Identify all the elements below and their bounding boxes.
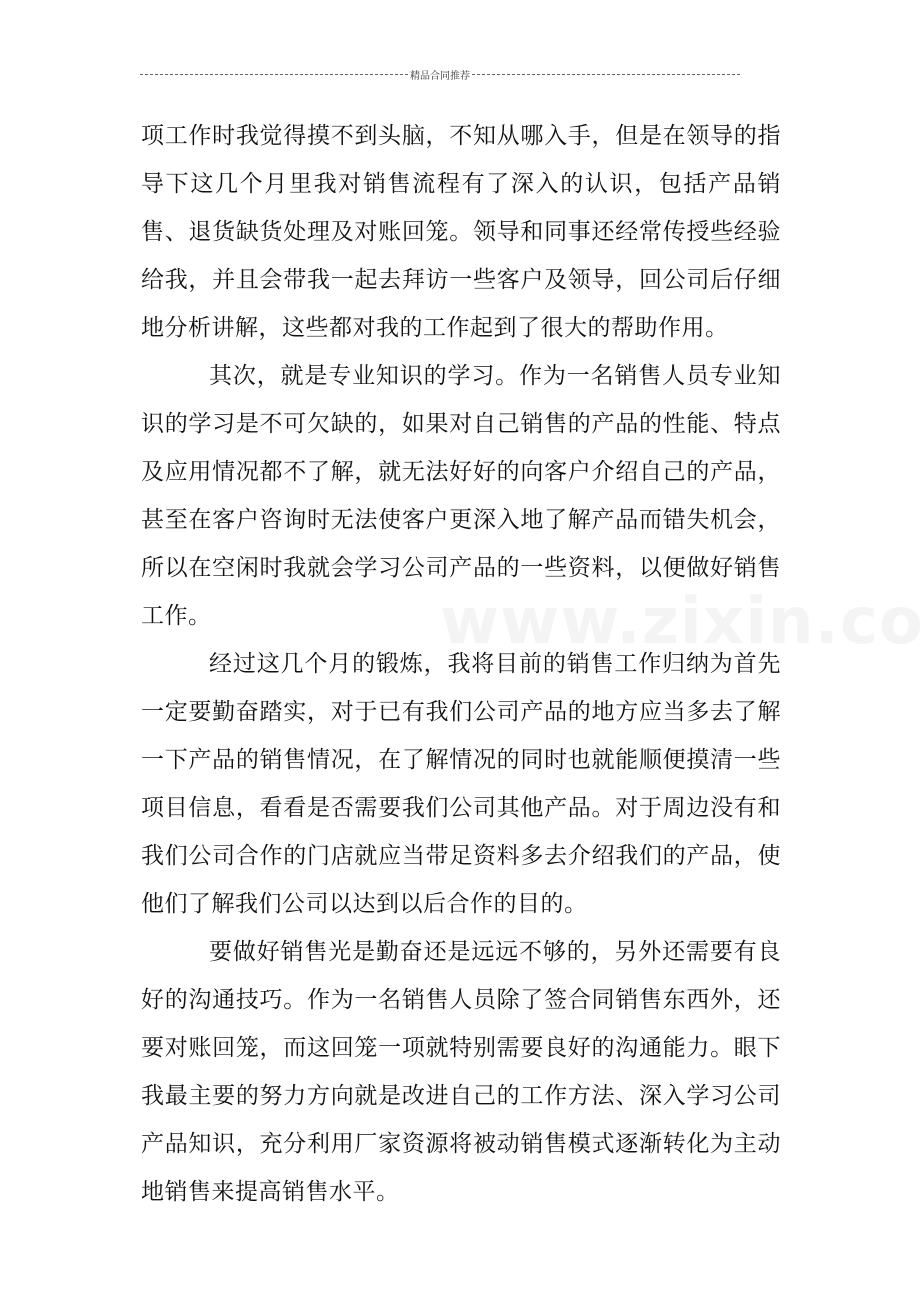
page-header xyxy=(140,66,740,82)
paragraph-continuation: 项工作时我觉得摸不到头脑，不知从哪入手，但是在领导的指导下这几个月里我对销售流程有了深入的认识，包括产品销售、退货缺货处理及对账回笼。领导和同事还经常传授些经验给我，并且会带我一起去拜访一些客户及领导，回公司后仔细地分析讲解，这些都对我的工作起到了很大的帮助作用。 xyxy=(141,123,781,341)
paragraph-professional-knowledge: 其次，就是专业知识的学习。作为一名销售人员专业知识的学习是不可欠缺的，如果对自己销售的产品的性能、特点及应用情况都不了解，就无法好好的向客户介绍自己的产品，甚至在客户咨询时无法使客户更深入地了解产品而错失机会，所以在空闲时我就会学习公司产品的一些资料，以便做好销售工作。 xyxy=(141,363,781,629)
paragraph-communication-skills: 要做好销售光是勤奋还是远远不够的，另外还需要有良好的沟通技巧。作为一名销售人员除了签合同销售东西外，还要对账回笼，而这回笼一项就特别需要良好的沟通能力。眼下我最主要的努力方向就是改进自己的工作方法、深入学习公司产品知识，充分利用厂家资源将被动销售模式逐渐转化为主动地销售来提高销售水平。 xyxy=(141,939,781,1205)
header-label: 精品合同推荐 xyxy=(410,70,470,82)
document-body xyxy=(141,112,781,1216)
header-dash-right xyxy=(472,74,740,75)
header-dash-left xyxy=(140,74,408,75)
paragraph-work-summary: 经过这几个月的锻炼，我将目前的销售工作归纳为首先一定要勤奋踏实，对于已有我们公司产品的地方应当多去了解一下产品的销售情况，在了解情况的同时也就能顺便摸清一些项目信息，看看是否需要我们公司其他产品。对于周边没有和我们公司合作的门店就应当带足资料多去介绍我们的产品，使他们了解我们公司以达到以后合作的目的。 xyxy=(141,651,781,917)
